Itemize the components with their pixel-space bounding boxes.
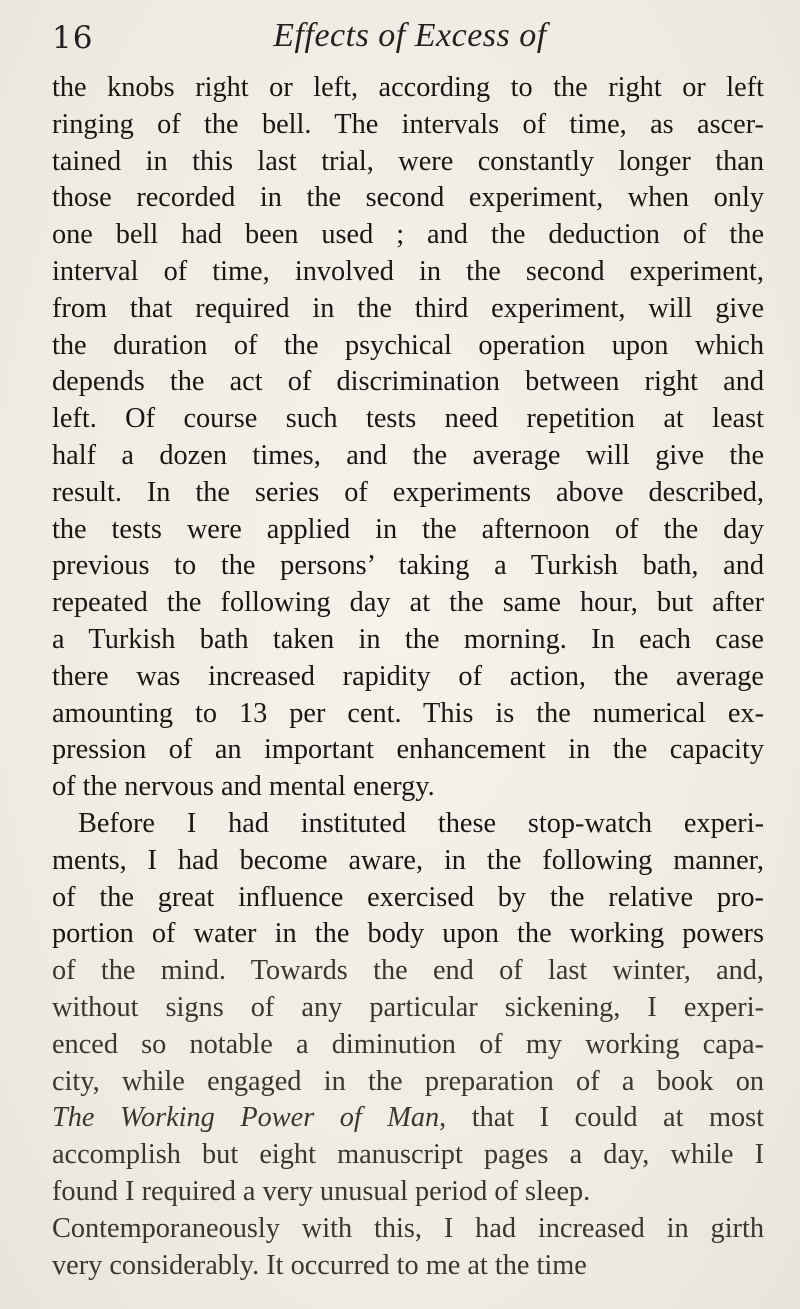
text-line: half a dozen times, and the average will give the <box>52 439 764 471</box>
text-line: previous to the persons’ taking a Turkish bath, and <box>52 550 764 582</box>
text-line: enced so notable a diminution of my working capa- <box>52 1028 764 1060</box>
text-line: ringing of the bell. The intervals of time, as ascer- <box>52 108 764 140</box>
text-line: found I required a very unusual period of sleep. <box>52 1175 591 1207</box>
text-line: accomplish but eight manuscript pages a day, while I <box>52 1139 764 1171</box>
text-after-title: , that I could at most <box>439 1102 764 1134</box>
text-line: without signs of any particular sickening, I experi- <box>52 991 764 1023</box>
running-title: Effects of Excess of <box>273 17 547 54</box>
text-line: of the great influence exercised by the relative pro- <box>52 881 764 913</box>
page-header <box>0 12 800 72</box>
text-line: result. In the series of experiments above described, <box>52 476 764 508</box>
paragraph-end-line: of the nervous and mental energy. <box>52 771 435 803</box>
text-line: one bell had been used ; and the deduction of the <box>52 219 764 251</box>
text-line: city, while engaged in the preparation of a book on <box>52 1065 764 1097</box>
text-line: portion of water in the body upon the working powers <box>52 918 764 950</box>
text-line: amounting to 13 per cent. This is the numerical ex- <box>52 697 764 729</box>
text-line: interval of time, involved in the second experiment, <box>52 255 764 287</box>
text-line: ments, I had become aware, in the following manner, <box>52 844 764 876</box>
text-line: from that required in the third experiment, will give <box>52 292 764 324</box>
text-line: the tests were applied in the afternoon of the day <box>52 513 764 545</box>
text-line: there was increased rapidity of action, the average <box>52 660 764 692</box>
text-line: the duration of the psychical operation upon which <box>52 329 764 361</box>
text-line: a Turkish bath taken in the morning. In each case <box>52 623 764 655</box>
body-text <box>52 70 764 1284</box>
text-line: Contemporaneously with this, I had increased in girth <box>52 1212 764 1244</box>
text-line: of the mind. Towards the end of last winter, and, <box>52 955 764 987</box>
text-line: those recorded in the second experiment, when only <box>52 182 764 214</box>
book-title: The Working Power of Man <box>52 1102 440 1134</box>
text-line: the knobs right or left, according to the right or left <box>52 72 764 103</box>
text-line: tained in this last trial, were constantly longer than <box>52 145 764 177</box>
paragraph-start-line: Before I had instituted these stop-watch experi- <box>78 807 764 839</box>
text-line: left. Of course such tests need repetition at least <box>52 403 764 435</box>
text-line: depends the act of discrimination between right and <box>52 366 764 398</box>
text-line-with-italic-title <box>52 1100 764 1137</box>
book-title-italic <box>52 1102 439 1133</box>
text-line: repeated the following day at the same hour, but after <box>52 587 764 619</box>
text-line: very considerably. It occurred to me at the time <box>52 1249 587 1281</box>
text-line: pression of an important enhancement in the capacity <box>52 734 764 766</box>
page-number: 16 <box>52 20 94 56</box>
